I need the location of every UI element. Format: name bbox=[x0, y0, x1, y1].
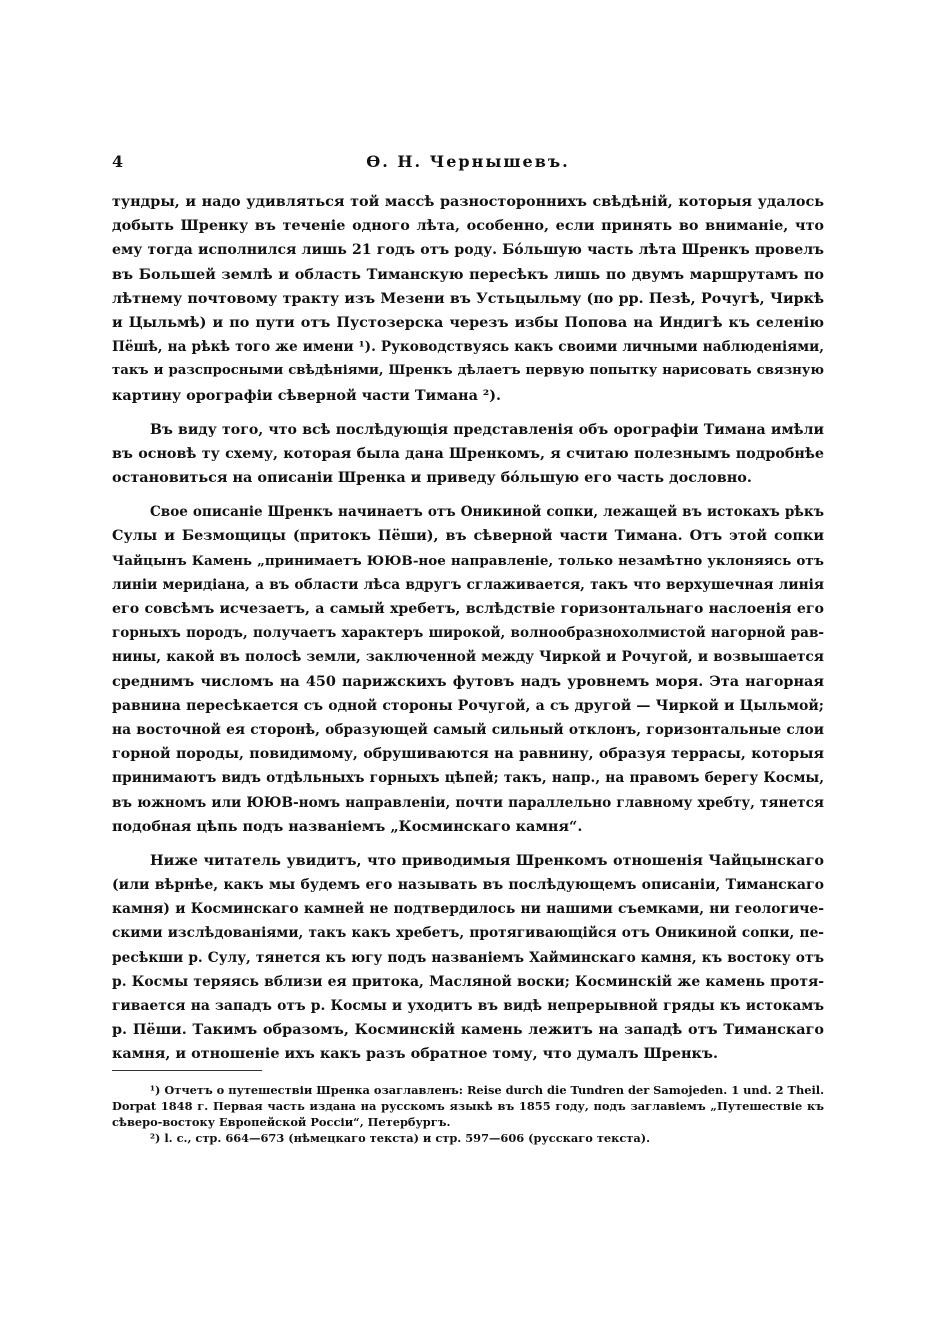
footnote-line: сѣверо-востоку Европейской Россіи“, Петербургъ. bbox=[112, 1115, 451, 1129]
paragraph bbox=[112, 190, 824, 408]
text-line: и Цыльмѣ) и по пути отъ Пустозерска черезъ избы Попова на Индигѣ къ селенію bbox=[112, 313, 824, 331]
text-line: картину орографіи сѣверной части Тимана ²). bbox=[112, 386, 502, 404]
text-line: гивается на западъ отъ р. Космы и уходитъ въ видѣ непрерывной гряды къ истокамъ bbox=[112, 998, 824, 1014]
text-line: равнина пересѣкается съ одной стороны Рочугой, а съ другой — Чиркой и Цыльмой; bbox=[112, 697, 824, 714]
text-line: на восточной ея сторонѣ, образующей самый сильный отклонъ, горизонтальные слои bbox=[112, 721, 824, 738]
text-line: остановиться на описаніи Шренка и приведу бóльшую его часть дословно. bbox=[112, 469, 752, 487]
text-line: линіи меридіана, а въ области лѣса вдругъ сглаживается, такъ что верхушечная линія bbox=[112, 576, 824, 593]
text-line: Свое описаніе Шренкъ начинаетъ отъ Оникиной сопки, лежащей въ истокахъ рѣкъ bbox=[150, 504, 824, 521]
page-number: 4 bbox=[112, 152, 124, 171]
footnotes bbox=[112, 1082, 824, 1146]
text-line: горныхъ породъ, получаетъ характеръ широкой, волнообразнохолмистой нагорной рав- bbox=[112, 625, 824, 642]
paragraph bbox=[112, 418, 824, 491]
text-line: въ южномъ или ЮЮВ-номъ направленіи, почти параллельно главному хребту, тянется bbox=[112, 794, 824, 811]
text-line: нины, какой въ полосѣ земли, заключенной между Чиркой и Рочугой, и возвышается bbox=[112, 649, 824, 666]
text-line: въ Большей землѣ и область Тиманскую пересѣкъ лишь по двумъ маршрутамъ по bbox=[112, 265, 824, 283]
text-line: (или вѣрнѣе, какъ мы будемъ его называть въ послѣдующемъ описаніи, Тиманскаго bbox=[112, 877, 824, 894]
footnote-2 bbox=[112, 1130, 824, 1146]
footnote-1 bbox=[112, 1082, 824, 1130]
footnote-line: ¹) Отчетъ о путешествіи Шренка озаглавленъ: Reise durch die Tundren der Samojeden. 1 und. 2 Theil. bbox=[150, 1083, 825, 1097]
text-line: Въ виду того, что всѣ послѣдующія представленія объ орографіи Тимана имѣли bbox=[150, 421, 824, 438]
text-line: камня, и отношеніе ихъ какъ разъ обратное тому, что думалъ Шренкъ. bbox=[112, 1045, 718, 1063]
text-line: въ основѣ ту схему, которая была дана Шренкомъ, я считаю полезнымъ подробнѣе bbox=[112, 445, 824, 462]
text-line: такъ и разспросными свѣдѣніями, Шренкъ дѣлаетъ первую попытку нарисовать связную bbox=[112, 363, 824, 379]
text-line: добыть Шренку въ теченіе одного лѣта, особенно, если принять во вниманіе, что bbox=[112, 217, 824, 235]
text-line: среднимъ числомъ на 450 парижскихъ футовъ надъ уровнемъ моря. Эта нагорная bbox=[112, 672, 824, 690]
text-line: ему тогда исполнился лишь 21 годъ отъ роду. Бóльшую часть лѣта Шренкъ провелъ bbox=[112, 242, 824, 259]
text-line: горной породы, повидимому, обрушиваются на равнину, образуя террасы, которыя bbox=[112, 746, 824, 763]
text-line: его совсѣмъ исчезаетъ, а самый хребетъ, вслѣдствіе горизонтальнаго наслоенія его bbox=[112, 601, 824, 617]
footnote-line: ²) l. c., стр. 664—673 (нѣмецкаго текста) и стр. 597—606 (русскаго текста). bbox=[150, 1131, 651, 1145]
running-head: Ѳ. Н. Чернышевъ. bbox=[366, 152, 570, 171]
body-text bbox=[112, 190, 824, 1077]
text-line: Пёшѣ, на рѣкѣ того же имени ¹). Руководствуясь какъ своими личными наблюденіями, bbox=[112, 339, 824, 356]
text-line: принимаютъ видъ отдѣльныхъ горныхъ цѣпей; такъ, напр., на правомъ берегу Космы, bbox=[112, 770, 824, 787]
text-line: р. Космы теряясь вблизи ея притока, Масляной воски; Косминскій же камень протя- bbox=[112, 973, 824, 990]
text-line: тундры, и надо удивляться той массѣ разностороннихъ свѣдѣній, которыя удалось bbox=[112, 193, 824, 210]
page-header bbox=[112, 152, 824, 176]
paragraph bbox=[112, 849, 824, 1067]
text-line: подобная цѣпь подъ названіемъ „Косминскаго камня“. bbox=[112, 817, 583, 835]
text-line: Ниже читатель увидитъ, что приводимыя Шренкомъ отношенія Чайцынскаго bbox=[150, 851, 824, 869]
text-line: камня) и Косминскаго камней не подтвердилось ни нашими съемками, ни геологиче- bbox=[112, 901, 824, 918]
footnote-line: Dorpat 1848 г. Первая часть издана на русскомъ языкѣ въ 1855 году, подъ заглавіемъ „Путешествіе къ bbox=[112, 1099, 824, 1113]
footnote-divider bbox=[112, 1070, 262, 1071]
text-line: Сулы и Безмощицы (притокъ Пёши), въ сѣверной части Тимана. Отъ этой сопки bbox=[112, 527, 824, 545]
text-line: ресѣкши р. Сулу, тянется къ югу подъ названіемъ Хайминскаго камня, къ востоку отъ bbox=[112, 949, 824, 966]
paragraph bbox=[112, 500, 824, 839]
text-line: лѣтнему почтовому тракту изъ Мезени въ Устьцыльму (по рр. Пезѣ, Рочугѣ, Чиркѣ bbox=[112, 290, 824, 307]
text-line: скими изслѣдованіями, такъ какъ хребетъ, протягивающійся отъ Оникиной сопки, пе- bbox=[112, 925, 824, 942]
text-line: Чайцынъ Камень „принимаетъ ЮЮВ-ное направленіе, только незамѣтно уклоняясь отъ bbox=[112, 552, 824, 569]
text-line: р. Пёши. Такимъ образомъ, Косминскій камень лежитъ на западѣ отъ Тиманскаго bbox=[112, 1021, 824, 1039]
